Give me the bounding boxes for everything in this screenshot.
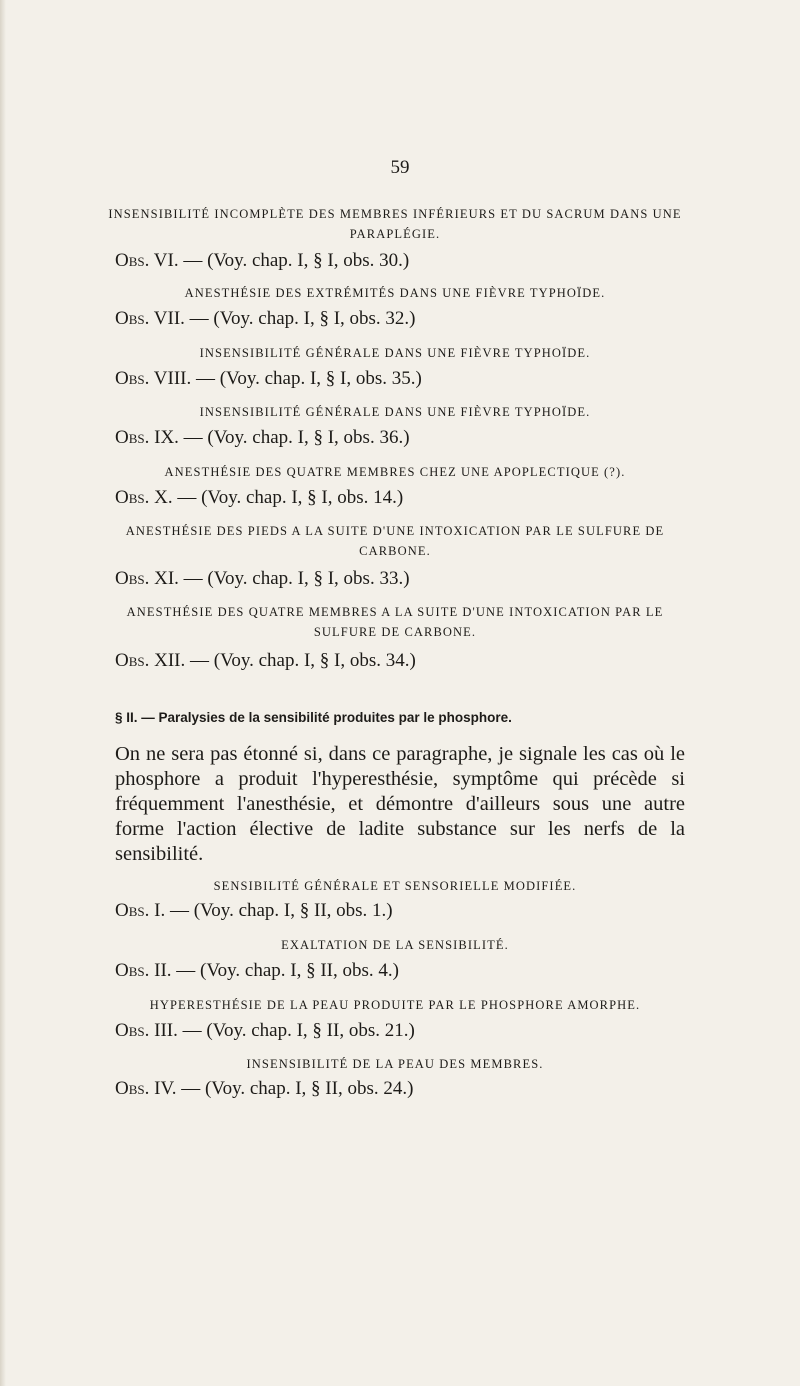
observation-citation: — (Voy. chap. I, § II, obs. 4.) <box>171 960 399 981</box>
observation-citation: — (Voy. chap. I, § I, obs. 14.) <box>172 487 404 508</box>
observation-citation: — (Voy. chap. I, § I, obs. 30.) <box>178 250 410 271</box>
observation-citation: — (Voy. chap. I, § II, obs. 21.) <box>177 1020 415 1041</box>
entry-heading: ANESTHÉSIE DES PIEDS A LA SUITE D'UNE INTOXICATION PAR LE SULFURE DE CARBONE. <box>125 524 665 558</box>
observation-label: Obs. XII. <box>115 650 186 671</box>
observation-label: Obs. IV. <box>115 1078 177 1099</box>
page-edge-shadow <box>0 0 6 1386</box>
observation-label: Obs. XI. <box>115 568 179 589</box>
observation-reference <box>115 568 410 590</box>
observation-label: Obs. VII. <box>115 308 185 329</box>
observation-reference <box>115 427 410 449</box>
observation-citation: — (Voy. chap. I, § II, obs. 24.) <box>176 1078 414 1099</box>
entry-heading: SENSIBILITÉ GÉNÉRALE ET SENSORIELLE MODIFIÉE. <box>213 879 577 893</box>
entry-heading: INSENSIBILITÉ DE LA PEAU DES MEMBRES. <box>246 1057 544 1071</box>
page-number: 59 <box>390 157 410 178</box>
entry-heading: INSENSIBILITÉ GÉNÉRALE DANS UNE FIÈVRE TYPHOÏDE. <box>199 405 591 419</box>
section-paragraph: On ne sera pas étonné si, dans ce paragraphe, je signale les cas où le phosphore a produit l'hyperesthésie, symptôme qui précède si fréquemment l'anesthésie, et démontre d'ailleurs sous une autre forme l'action élective de ladite substance sur les nerfs de la sensibilité. <box>115 743 685 865</box>
observation-label: Obs. X. <box>115 487 173 508</box>
observation-label: Obs. I. <box>115 900 166 921</box>
observation-reference <box>115 250 409 272</box>
observation-reference <box>115 308 416 330</box>
observation-reference <box>115 487 403 509</box>
observation-reference <box>115 650 416 672</box>
entry-heading: EXALTATION DE LA SENSIBILITÉ. <box>281 938 509 952</box>
observation-citation: — (Voy. chap. I, § I, obs. 34.) <box>185 650 416 671</box>
observation-citation: — (Voy. chap. I, § I, obs. 36.) <box>178 427 410 448</box>
observation-reference <box>115 1020 415 1042</box>
entry-heading: ANESTHÉSIE DES QUATRE MEMBRES A LA SUITE D'UNE INTOXICATION PAR LE SULFURE DE CARBONE. <box>126 605 664 639</box>
entry-heading: ANESTHÉSIE DES QUATRE MEMBRES CHEZ UNE APOPLECTIQUE (?). <box>164 465 626 479</box>
observation-citation: — (Voy. chap. I, § I, obs. 35.) <box>191 368 422 389</box>
observation-label: Obs. IX. <box>115 427 179 448</box>
observation-reference <box>115 1078 413 1100</box>
entry-heading: HYPERESTHÉSIE DE LA PEAU PRODUITE PAR LE PHOSPHORE AMORPHE. <box>149 998 641 1012</box>
entry-heading: INSENSIBILITÉ INCOMPLÈTE DES MEMBRES INFÉRIEURS ET DU SACRUM DANS UNE PARAPLÉGIE. <box>108 207 682 241</box>
observation-reference <box>115 960 399 982</box>
entry-heading: ANESTHÉSIE DES EXTRÉMITÉS DANS UNE FIÈVRE TYPHOÏDE. <box>184 286 606 300</box>
observation-reference <box>115 900 393 922</box>
observation-citation: — (Voy. chap. I, § I, obs. 33.) <box>178 568 410 589</box>
section-title: § II. — Paralysies de la sensibilité produites par le phosphore. <box>115 710 512 725</box>
observation-label: Obs. II. <box>115 960 172 981</box>
observation-label: Obs. VI. <box>115 250 179 271</box>
observation-label: Obs. III. <box>115 1020 178 1041</box>
observation-citation: — (Voy. chap. I, § I, obs. 32.) <box>184 308 416 329</box>
observation-citation: — (Voy. chap. I, § II, obs. 1.) <box>165 900 393 921</box>
entry-heading: INSENSIBILITÉ GÉNÉRALE DANS UNE FIÈVRE TYPHOÏDE. <box>199 346 591 360</box>
observation-reference <box>115 368 422 390</box>
observation-label: Obs. VIII. <box>115 368 192 389</box>
